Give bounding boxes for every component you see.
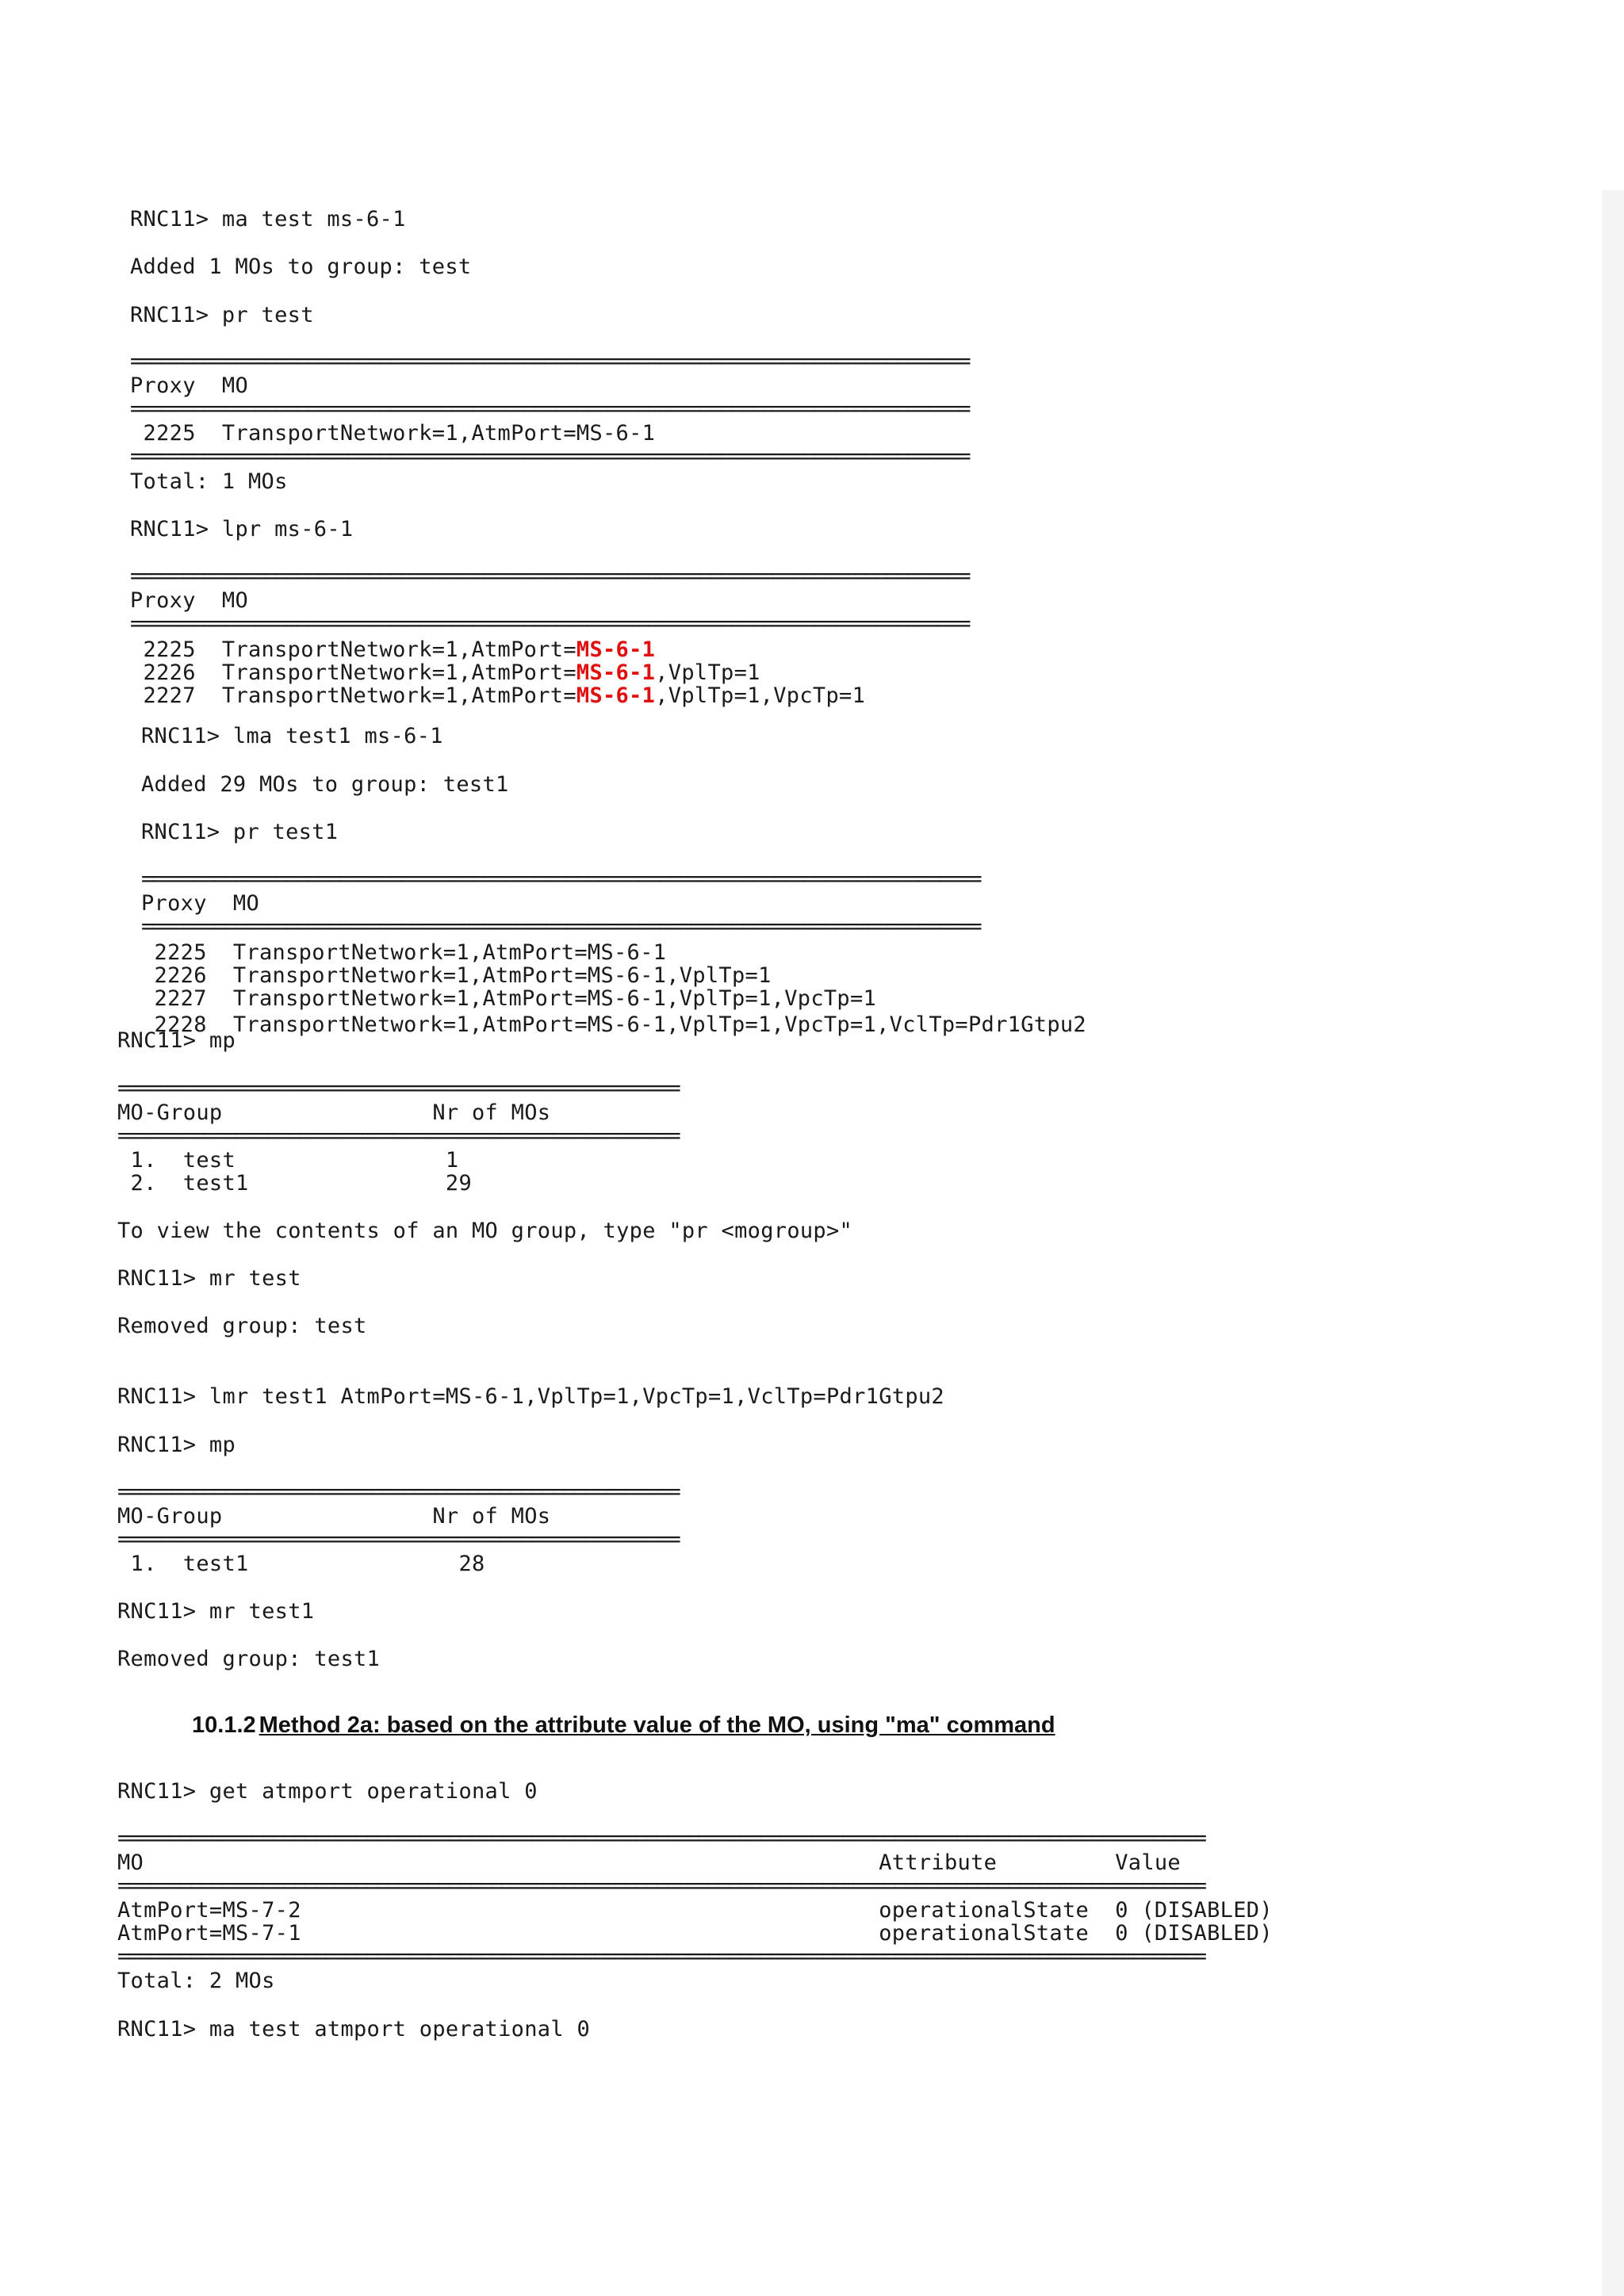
table-row: 2225 TransportNetwork=1,AtmPort=MS-6-1 [130, 637, 656, 662]
output-line: Added 1 MOs to group: test [130, 254, 472, 279]
command-line: RNC11> lma test1 ms-6-1 [141, 724, 443, 748]
table-row: AtmPort=MS-7-1 operationalState 0 (DISABLED) [117, 1921, 1273, 1946]
output-line: Removed group: test [117, 1314, 367, 1338]
table-row: 1. test1 28 [117, 1552, 485, 1576]
separator-line: ================================================================================= [130, 564, 969, 588]
command-line: RNC11> pr test [130, 303, 314, 327]
command-line: RNC11> pr test1 [141, 820, 339, 844]
table-row: 2226 TransportNetwork=1,AtmPort=MS-6-1,VplTp=1 [141, 963, 772, 988]
separator-line: ===================================================== [117, 1076, 679, 1100]
total-line: Total: 2 MOs [117, 1969, 275, 1993]
table-row: 2. test1 29 [117, 1171, 472, 1196]
clipped-table-row: 2228 TransportNetwork=1,AtmPort=MS-6-1,VplTp=1,VpcTp=1,VclTp=Pdr1Gtpu2 [141, 1012, 1086, 1037]
command-line: RNC11> mr test [117, 1266, 301, 1291]
section-number: 10.1.2 [192, 1712, 256, 1738]
command-line: RNC11> mp [117, 1433, 236, 1457]
section-heading [192, 1712, 1055, 1739]
highlighted-port: MS-6-1 [576, 637, 656, 662]
separator-line: ========================================================================================================= [117, 1826, 1205, 1850]
table-header: MO-Group Nr of MOs [117, 1504, 551, 1529]
command-line: RNC11> mr test1 [117, 1599, 315, 1624]
command-line: RNC11> mp [117, 1028, 236, 1053]
output-line: Removed group: test1 [117, 1647, 381, 1671]
clipped-row-region [111, 1012, 1142, 1037]
separator-line: ===================================================== [117, 1527, 679, 1552]
highlighted-port: MS-6-1 [576, 683, 656, 708]
table-header: MO-Group Nr of MOs [117, 1100, 551, 1125]
table-row: 2226 TransportNetwork=1,AtmPort=MS-6-1,VplTp=1 [130, 660, 760, 685]
separator-line: ================================================================================= [130, 396, 969, 421]
output-line: Added 29 MOs to group: test1 [141, 772, 509, 797]
total-line: Total: 1 MOs [130, 469, 288, 494]
separator-line: ===================================================== [117, 1479, 679, 1504]
table-header: Proxy MO [141, 891, 259, 916]
separator-line: ================================================================================= [130, 349, 969, 373]
separator-line: ================================================================================= [141, 867, 980, 891]
table-row: 2227 TransportNetwork=1,AtmPort=MS-6-1,VplTp=1,VpcTp=1 [130, 683, 866, 708]
table-header: Proxy MO [130, 373, 248, 398]
page-edge-shadow [1602, 190, 1624, 2296]
hint-line: To view the contents of an MO group, type "pr <mogroup>" [117, 1219, 853, 1243]
table-row: 2225 TransportNetwork=1,AtmPort=MS-6-1 [141, 940, 667, 965]
table-header: Proxy MO [130, 588, 248, 613]
section-title: Method 2a: based on the attribute value of the MO, using "ma" command [259, 1712, 1055, 1738]
separator-line: ================================================================================= [130, 444, 969, 469]
separator-line: ========================================================================================================= [117, 1873, 1205, 1898]
separator-line: ===================================================== [117, 1123, 679, 1148]
command-line: RNC11> ma test ms-6-1 [130, 207, 406, 232]
separator-line: ================================================================================= [141, 914, 980, 939]
command-line: RNC11> lmr test1 AtmPort=MS-6-1,VplTp=1,VpcTp=1,VclTp=Pdr1Gtpu2 [117, 1384, 944, 1409]
separator-line: ================================================================================= [130, 611, 969, 636]
command-line: RNC11> ma test atmport operational 0 [117, 2017, 590, 2042]
table-row: 2225 TransportNetwork=1,AtmPort=MS-6-1 [130, 421, 656, 446]
command-line: RNC11> get atmport operational 0 [117, 1779, 538, 1804]
separator-line: ========================================================================================================= [117, 1944, 1205, 1969]
table-row: 2227 TransportNetwork=1,AtmPort=MS-6-1,VplTp=1,VpcTp=1 [141, 986, 877, 1011]
highlighted-port: MS-6-1 [576, 660, 656, 685]
table-header: MO Attribute Value [117, 1850, 1181, 1875]
command-line: RNC11> lpr ms-6-1 [130, 517, 354, 541]
table-row: AtmPort=MS-7-2 operationalState 0 (DISABLED) [117, 1898, 1273, 1923]
table-row: 1. test 1 [117, 1148, 459, 1173]
